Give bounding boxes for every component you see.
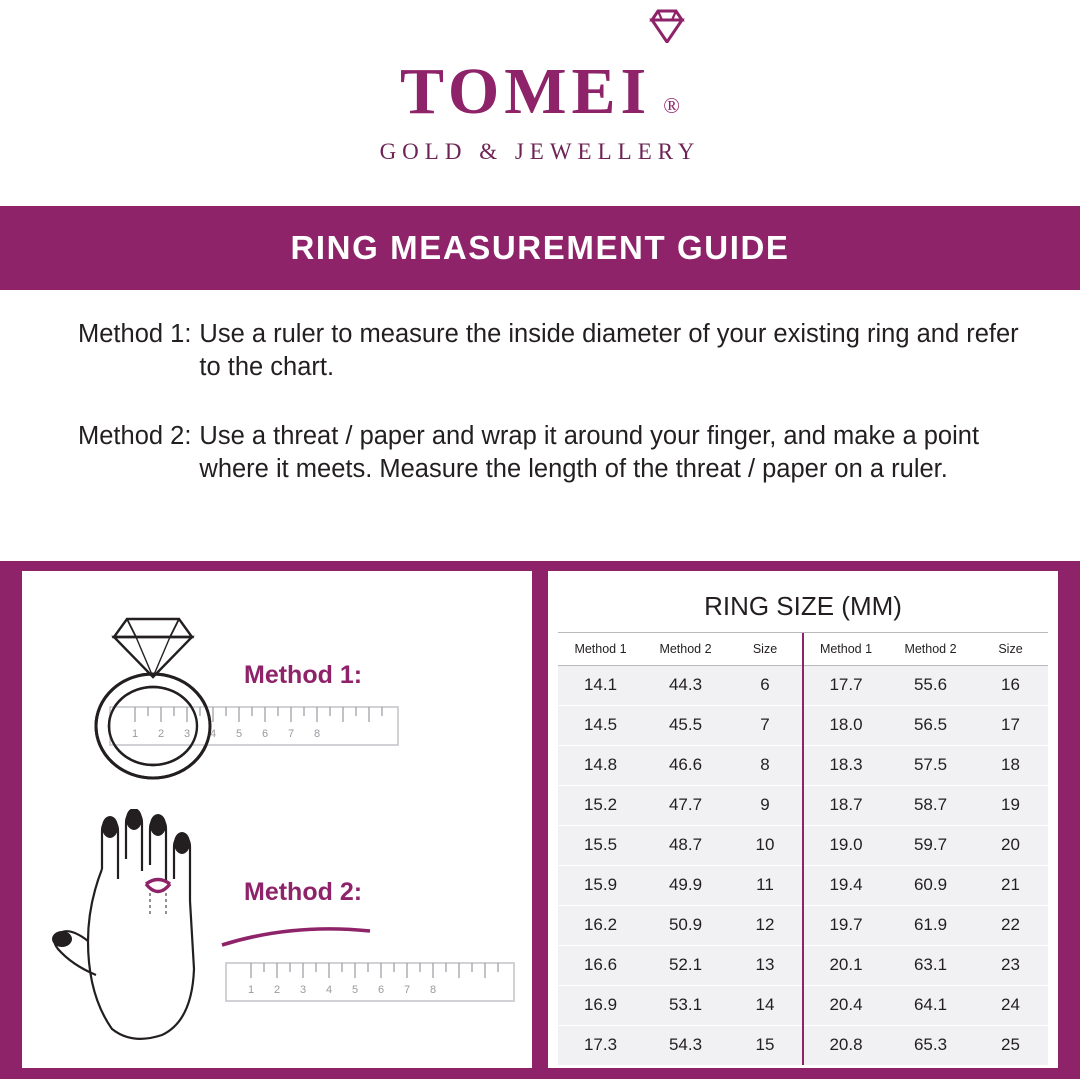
cell-method1: 14.5 [558, 705, 643, 745]
cell-size: 21 [973, 865, 1048, 905]
ruler2-tick-label: 6 [377, 984, 385, 996]
instructions-section [78, 318, 1022, 486]
size-table-card [548, 571, 1058, 1068]
table-header-row [558, 633, 1048, 665]
ruler-tick-label: 3 [183, 728, 191, 740]
column-header: Size [973, 633, 1048, 665]
cell-size: 12 [728, 905, 803, 945]
cell-method2: 44.3 [643, 665, 728, 705]
column-header: Method 2 [643, 633, 728, 665]
cell-method1: 18.0 [803, 705, 888, 745]
cell-method1: 15.5 [558, 825, 643, 865]
ring-size-table [558, 633, 1048, 1065]
ruler2-tick-label: 1 [247, 984, 255, 996]
ruler2-tick-label: 7 [403, 984, 411, 996]
ruler-tick-label: 5 [235, 728, 243, 740]
cell-method2: 54.3 [643, 1025, 728, 1065]
cell-method2: 56.5 [888, 705, 973, 745]
cell-method1: 20.4 [803, 985, 888, 1025]
registered-trademark-icon: ® [663, 93, 680, 118]
cell-method1: 18.3 [803, 745, 888, 785]
cell-method2: 57.5 [888, 745, 973, 785]
brand-wordmark: TOMEI [400, 55, 652, 128]
instruction-label: Method 1: [78, 320, 192, 348]
cell-method1: 15.2 [558, 785, 643, 825]
ruler-tick-label: 8 [313, 728, 321, 740]
table-row [558, 705, 1048, 745]
thread-with-ruler-illustration [212, 921, 522, 1041]
ruler2-tick-label: 3 [299, 984, 307, 996]
cell-method1: 17.3 [558, 1025, 643, 1065]
cell-size: 22 [973, 905, 1048, 945]
cell-method1: 17.7 [803, 665, 888, 705]
column-header: Size [728, 633, 803, 665]
ruler-tick-label: 4 [209, 728, 217, 740]
cell-size: 7 [728, 705, 803, 745]
cell-method1: 19.4 [803, 865, 888, 905]
cell-size: 15 [728, 1025, 803, 1065]
ruler2-tick-label: 2 [273, 984, 281, 996]
cell-size: 6 [728, 665, 803, 705]
cell-method2: 63.1 [888, 945, 973, 985]
cell-method2: 49.9 [643, 865, 728, 905]
instruction-item [78, 420, 1022, 486]
brand-header [0, 0, 1080, 206]
table-row [558, 785, 1048, 825]
column-header: Method 1 [803, 633, 888, 665]
cell-method2: 53.1 [643, 985, 728, 1025]
table-row [558, 665, 1048, 705]
cell-method1: 16.2 [558, 905, 643, 945]
cell-method1: 14.1 [558, 665, 643, 705]
cell-method2: 60.9 [888, 865, 973, 905]
table-row [558, 745, 1048, 785]
illustration-method2-caption: Method 2: [244, 878, 363, 906]
cell-size: 24 [973, 985, 1048, 1025]
cell-size: 14 [728, 985, 803, 1025]
cell-method1: 20.8 [803, 1025, 888, 1065]
cell-method2: 65.3 [888, 1025, 973, 1065]
cell-size: 25 [973, 1025, 1048, 1065]
table-title: RING SIZE (MM) [558, 581, 1048, 633]
logo-row [400, 41, 680, 128]
table-row [558, 945, 1048, 985]
ruler2-tick-label: 4 [325, 984, 333, 996]
cell-size: 18 [973, 745, 1048, 785]
brand-tagline: GOLD & JEWELLERY [379, 139, 701, 164]
cell-size: 13 [728, 945, 803, 985]
cell-method2: 55.6 [888, 665, 973, 705]
cell-method1: 20.1 [803, 945, 888, 985]
cell-size: 10 [728, 825, 803, 865]
ring-with-ruler-illustration [74, 595, 404, 795]
table-row [558, 905, 1048, 945]
cell-size: 19 [973, 785, 1048, 825]
cell-method2: 45.5 [643, 705, 728, 745]
ruler-tick-label: 6 [261, 728, 269, 740]
instruction-item [78, 318, 1022, 384]
cell-method2: 59.7 [888, 825, 973, 865]
illustration-card [22, 571, 532, 1068]
ruler2-tick-label: 8 [429, 984, 437, 996]
cell-method2: 64.1 [888, 985, 973, 1025]
instruction-text: Use a ruler to measure the inside diameter of your existing ring and refer to the chart. [199, 320, 1019, 381]
cell-size: 16 [973, 665, 1048, 705]
cell-method2: 46.6 [643, 745, 728, 785]
page-title-banner [0, 206, 1080, 290]
cell-method2: 52.1 [643, 945, 728, 985]
diamond-icon [644, 9, 690, 43]
cell-size: 9 [728, 785, 803, 825]
cell-method1: 19.7 [803, 905, 888, 945]
cell-size: 8 [728, 745, 803, 785]
cell-method2: 50.9 [643, 905, 728, 945]
column-header: Method 2 [888, 633, 973, 665]
table-row [558, 985, 1048, 1025]
cell-method1: 16.6 [558, 945, 643, 985]
cell-method2: 58.7 [888, 785, 973, 825]
cell-size: 11 [728, 865, 803, 905]
ruler-tick-label: 1 [131, 728, 139, 740]
cell-method1: 16.9 [558, 985, 643, 1025]
ruler-tick-label: 2 [157, 728, 165, 740]
illustration-method1-caption: Method 1: [244, 661, 363, 689]
cell-method1: 19.0 [803, 825, 888, 865]
cell-method1: 18.7 [803, 785, 888, 825]
table-row [558, 865, 1048, 905]
instruction-label: Method 2: [78, 422, 192, 450]
cell-method1: 15.9 [558, 865, 643, 905]
cell-size: 17 [973, 705, 1048, 745]
cell-size: 20 [973, 825, 1048, 865]
table-row [558, 1025, 1048, 1065]
page-title: RING MEASUREMENT GUIDE [290, 229, 790, 266]
cell-size: 23 [973, 945, 1048, 985]
cell-method2: 61.9 [888, 905, 973, 945]
column-header: Method 1 [558, 633, 643, 665]
ruler2-tick-label: 5 [351, 984, 359, 996]
cell-method2: 47.7 [643, 785, 728, 825]
cell-method1: 14.8 [558, 745, 643, 785]
table-row [558, 825, 1048, 865]
cell-method2: 48.7 [643, 825, 728, 865]
instruction-text: Use a threat / paper and wrap it around your finger, and make a point where it meets. Measure the length of the threat / paper on a ruler. [199, 422, 980, 483]
ruler-tick-label: 7 [287, 728, 295, 740]
